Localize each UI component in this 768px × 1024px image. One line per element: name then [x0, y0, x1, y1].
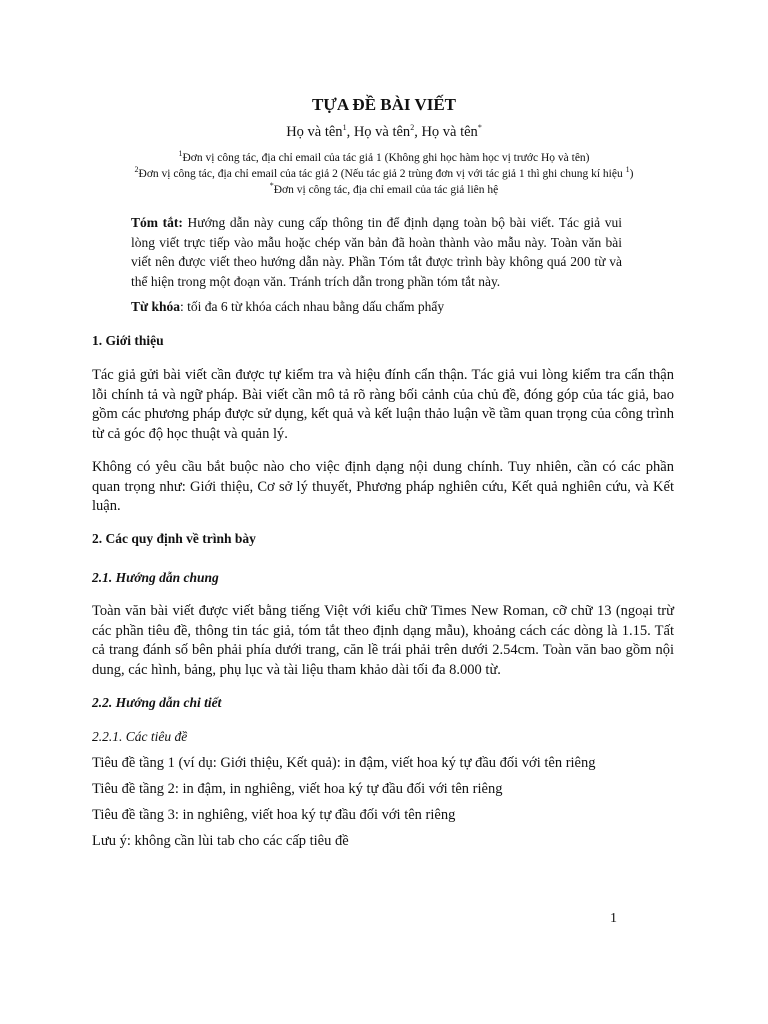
paper-title: TỰA ĐỀ BÀI VIẾT [311, 95, 457, 114]
affiliation-3 [0, 181, 768, 196]
affiliation-text: ) [629, 168, 634, 180]
affiliation-2 [0, 165, 768, 180]
affiliation-sup: * [269, 181, 274, 191]
text-line: Tiêu đề tầng 2: in đậm, in nghiêng, viết hoa ký tự đầu đối với tên riêng [92, 781, 503, 797]
abstract-text: Hướng dẫn này cung cấp thông tin để định dạng toàn bộ bài viết. Tác giả vui lòng viết trực tiếp vào mẫu hoặc chép văn bản đã hoàn thành vào mẫu này. Toàn văn bài viết nên được viết theo hướng dẫn này. Phần Tóm tắt được trình bày không quá 200 từ và thể hiện trong một đoạn văn. Tránh trích dẫn trong phần tóm tắt này. [131, 215, 622, 289]
abstract-label: Tóm tắt: [131, 215, 183, 230]
paragraph: Không có yêu cầu bắt buộc nào cho việc định dạng nội dung chính. Tuy nhiên, cần có các phần quan trọng như: Giới thiệu, Cơ sở lý thuyết, Phương pháp nghiên cứu, Kết quả nghiên cứu, và Kết luận. [92, 459, 674, 514]
subsection-heading: 2.2. Hướng dẫn chi tiết [92, 695, 222, 710]
author-name: Họ và tên [286, 124, 343, 140]
subsection-heading: 2.1. Hướng dẫn chung [92, 570, 219, 585]
affiliation-sup: 2 [134, 165, 139, 175]
section-heading: 2. Các quy định về trình bày [92, 531, 256, 546]
keywords [131, 299, 622, 315]
author-name: Họ và tên [353, 124, 411, 140]
author-sup: * [477, 123, 482, 133]
affiliation-sup: 1 [625, 165, 630, 175]
text-line: Tiêu đề tầng 1 (ví dụ: Giới thiệu, Kết quả): in đậm, viết hoa ký tự đầu đối với tên riêng [92, 755, 596, 771]
affiliation-text: Đơn vị công tác, địa chỉ email của tác giả 2 (Nếu tác giả 2 trùng đơn vị với tác giả 1 thì ghi chung kí hiệu [138, 168, 626, 180]
author-line: Họ và tên$^1$, Họ và tên$^2$, Họ và tên* [286, 123, 482, 140]
affiliation-text: Đơn vị công tác, địa chỉ email của tác giả 1 (Không ghi học hàm học vị trước Họ và tên) [182, 152, 590, 164]
affiliation-sup: 1 [178, 149, 183, 159]
keywords-text: : tối đa 6 từ khóa cách nhau bằng dấu chấm phẩy [180, 299, 445, 314]
text-line: Tiêu đề tầng 3: in nghiêng, viết hoa ký tự đầu đối với tên riêng [92, 807, 456, 823]
subsubsection-heading: 2.2.1. Các tiêu đề [92, 729, 188, 744]
affiliation-1 [0, 149, 768, 164]
author-name: Họ và tên [421, 124, 478, 140]
paragraph: Tác giả gửi bài viết cần được tự kiểm tra và hiệu đính cẩn thận. Tác giả vui lòng kiểm tra cẩn thận lỗi chính tả và ngữ pháp. Bài viết cần mô tả rõ ràng bối cảnh của chủ đề, đóng góp của tác giả, bao gồm các phương pháp được sử dụng, kết quả và kết luận thảo luận về tầm quan trọng của công trình từ cả góc độ học thuật và quản lý. [92, 367, 674, 442]
section-heading: 1. Giới thiệu [92, 333, 164, 348]
keywords-label: Từ khóa [131, 299, 180, 314]
author-sup: 1 [342, 123, 347, 133]
text-line: Lưu ý: không cần lùi tab cho các cấp tiêu đề [92, 833, 349, 849]
page-number: 1 [610, 911, 617, 926]
affiliation-text: Đơn vị công tác, địa chỉ email của tác giả liên hệ [273, 184, 499, 196]
author-sup: 2 [410, 123, 415, 133]
abstract [131, 213, 622, 291]
paragraph: Toàn văn bài viết được viết bằng tiếng Việt với kiểu chữ Times New Roman, cỡ chữ 13 (ngoại trừ các phần tiêu đề, thông tin tác giả, tóm tắt theo định dạng mẫu), khoảng cách các dòng là 1.15. Tất cả trang đánh số bên phải phía dưới trang, căn lề trái phải trên dưới 2.54cm. Toàn văn bao gồm nội dung, các hình, bảng, phụ lục và tài liệu tham khảo dài tối đa 8.000 từ. [92, 603, 674, 678]
